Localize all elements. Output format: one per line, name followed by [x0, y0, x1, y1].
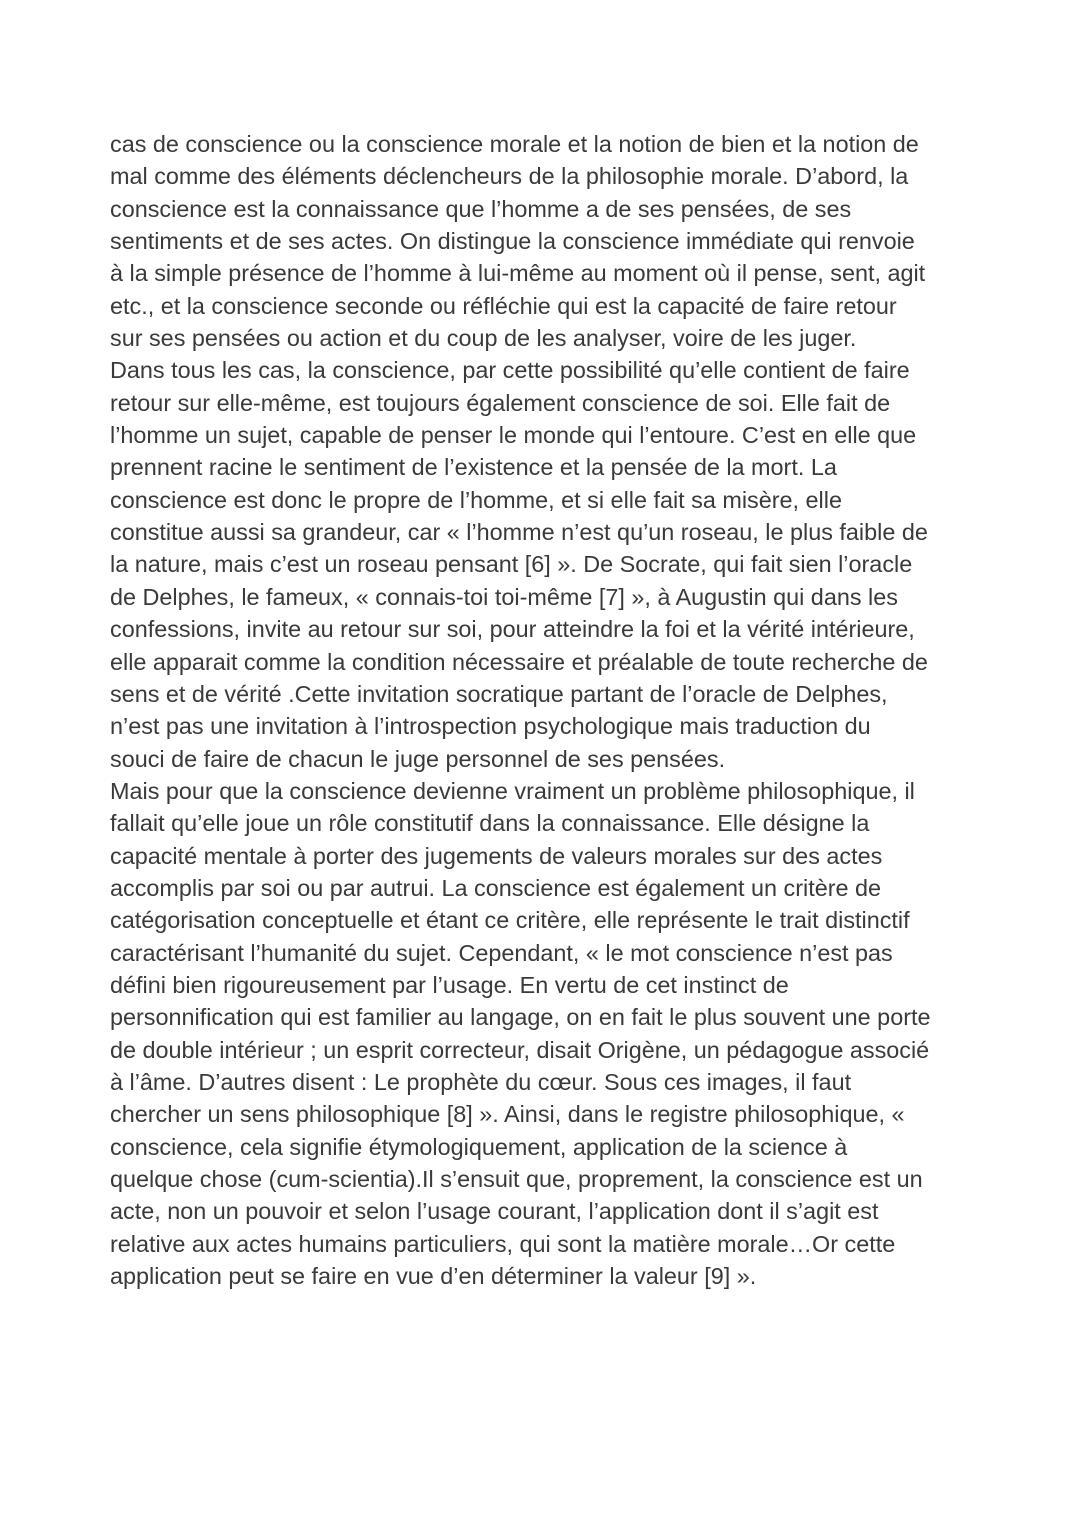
- text-line: chercher un sens philosophique [8] ». Ainsi, dans le registre philosophique, «: [110, 1101, 905, 1128]
- text-line: capacité mentale à porter des jugements de valeurs morales sur des actes: [110, 842, 883, 869]
- text-line: retour sur elle-même, est toujours également conscience de soi. Elle fait de: [110, 389, 891, 416]
- text-line: sentiments et de ses actes. On distingue la conscience immédiate qui renvoie: [110, 228, 915, 255]
- text-line: défini bien rigoureusement par l’usage. En vertu de cet instinct de: [110, 971, 789, 998]
- text-line: conscience, cela signifie étymologiquement, application de la science à: [110, 1133, 848, 1160]
- text-line: fallait qu’elle joue un rôle constitutif dans la connaissance. Elle désigne la: [110, 810, 870, 837]
- text-line: conscience est donc le propre de l’homme, et si elle fait sa misère, elle: [110, 486, 842, 513]
- text-line: de double intérieur ; un esprit correcteur, disait Origène, un pédagogue associé: [110, 1036, 930, 1063]
- text-line: à l’âme. D’autres disent : Le prophète du cœur. Sous ces images, il faut: [110, 1068, 852, 1095]
- text-line: constitue aussi sa grandeur, car « l’homme n’est qu’un roseau, le plus faible de: [110, 519, 928, 546]
- text-line: sur ses pensées ou action et du coup de les analyser, voire de les juger.: [110, 325, 857, 352]
- text-line: n’est pas une invitation à l’introspection psychologique mais traduction du: [110, 713, 871, 740]
- text-line: à la simple présence de l’homme à lui-même au moment où il pense, sent, agit: [110, 260, 926, 287]
- text-line: acte, non un pouvoir et selon l’usage courant, l’application dont il s’agit est: [110, 1198, 879, 1225]
- body-text: [110, 128, 990, 1292]
- text-line: mal comme des éléments déclencheurs de la philosophie morale. D’abord, la: [110, 163, 909, 190]
- text-line: l’homme un sujet, capable de penser le monde qui l’entoure. C’est en elle que: [110, 422, 917, 449]
- text-line: Mais pour que la conscience devienne vraiment un problème philosophique, il: [110, 777, 915, 804]
- text-line: personnification qui est familier au langage, on en fait le plus souvent une porte: [110, 1004, 931, 1031]
- text-line: elle apparait comme la condition nécessaire et préalable de toute recherche de: [110, 648, 928, 675]
- text-line: souci de faire de chacun le juge personnel de ses pensées.: [110, 745, 726, 772]
- text-line: conscience est la connaissance que l’homme a de ses pensées, de ses: [110, 195, 852, 222]
- text-line: application peut se faire en vue d’en déterminer la valeur [9] ».: [110, 1263, 757, 1290]
- text-line: quelque chose (cum-scientia).Il s’ensuit que, proprement, la conscience est un: [110, 1166, 923, 1192]
- text-line: accomplis par soi ou par autrui. La conscience est également un critère de: [110, 874, 882, 901]
- text-line: cas de conscience ou la conscience morale et la notion de bien et la notion de: [110, 131, 919, 157]
- text-line: Dans tous les cas, la conscience, par cette possibilité qu’elle contient de faire: [110, 357, 910, 384]
- text-line: sens et de vérité .Cette invitation socratique partant de l’oracle de Delphes,: [110, 680, 888, 707]
- text-line: de Delphes, le fameux, « connais-toi toi-même [7] », à Augustin qui dans les: [110, 583, 898, 610]
- text-line: relative aux actes humains particuliers, qui sont la matière morale…Or cette: [110, 1230, 896, 1257]
- text-line: etc., et la conscience seconde ou réfléchie qui est la capacité de faire retour: [110, 292, 897, 319]
- text-line: la nature, mais c’est un roseau pensant [6] ». De Socrate, qui fait sien l’oracle: [110, 551, 913, 578]
- text-line: confessions, invite au retour sur soi, pour atteindre la foi et la vérité intérieure,: [110, 616, 915, 643]
- text-line: catégorisation conceptuelle et étant ce critère, elle représente le trait distinctif: [110, 907, 910, 934]
- text-line: caractérisant l’humanité du sujet. Cependant, « le mot conscience n’est pas: [110, 939, 893, 966]
- text-line: prennent racine le sentiment de l’existence et la pensée de la mort. La: [110, 454, 837, 481]
